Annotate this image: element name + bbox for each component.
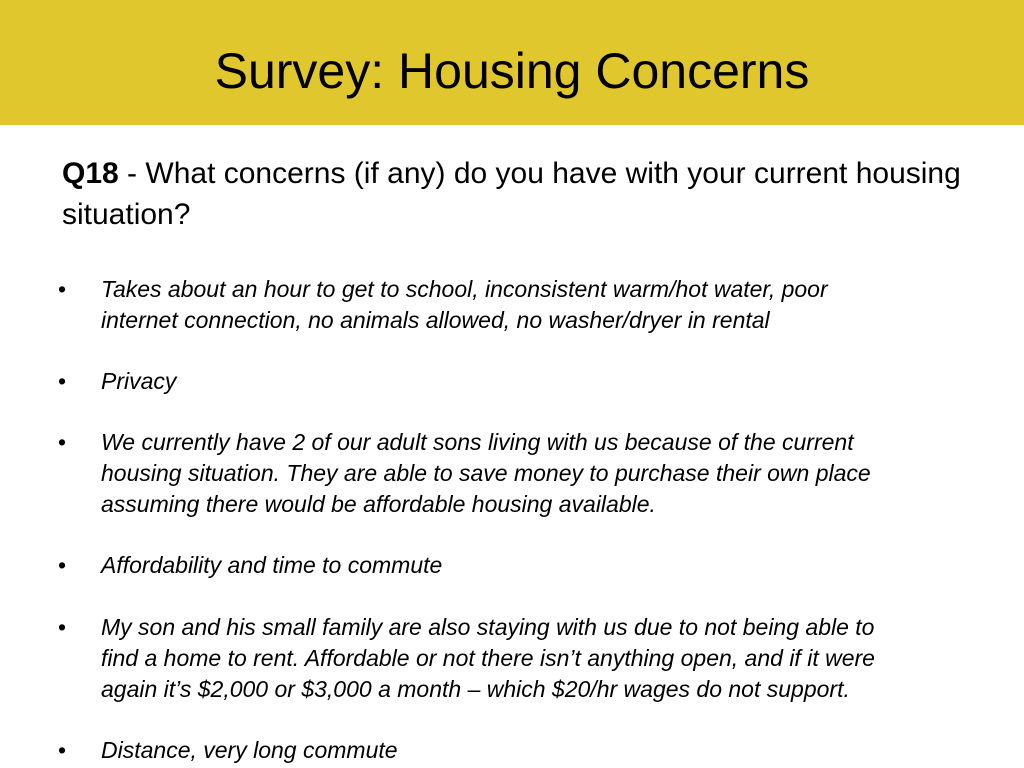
answer-text (101, 550, 981, 581)
answer-line: housing situation. They are able to save money to purchase their own place (101, 460, 871, 486)
answer-text (101, 735, 981, 766)
answer-line: assuming there would be affordable housing available. (101, 491, 656, 517)
answer-line: My son and his small family are also staying with us due to not being able to (101, 614, 875, 640)
slide-title: Survey: Housing Concerns (214, 43, 810, 99)
bullet-marker: • (58, 614, 67, 640)
answer-line: Distance, very long commute (101, 737, 398, 763)
answer-line: again it’s $2,000 or $3,000 a month – which $20/hr wages do not support. (101, 676, 850, 702)
question-number: Q18 (62, 157, 119, 190)
answer-line: find a home to rent. Affordable or not there isn’t anything open, and if it were (101, 645, 875, 671)
answer-text (101, 427, 981, 520)
answer-text (101, 612, 981, 705)
answer-text (101, 366, 981, 397)
bullet-marker: • (58, 552, 67, 578)
bullet-marker: • (58, 368, 67, 394)
bullet-marker: • (58, 276, 67, 302)
answer-line: We currently have 2 of our adult sons living with us because of the current (101, 429, 854, 455)
bullet-marker: • (58, 429, 67, 455)
question-separator: - (118, 157, 146, 190)
answer-line: Privacy (101, 368, 177, 394)
answer-text (101, 274, 981, 336)
bullet-marker: • (58, 737, 67, 763)
answer-line: Takes about an hour to get to school, inconsistent warm/hot water, poor (101, 276, 828, 302)
answer-line: Affordability and time to commute (101, 552, 443, 578)
question-text: What concerns (if any) do you have with your current housing situation? (62, 157, 961, 231)
answer-line: internet connection, no animals allowed, no washer/dryer in rental (101, 307, 770, 333)
